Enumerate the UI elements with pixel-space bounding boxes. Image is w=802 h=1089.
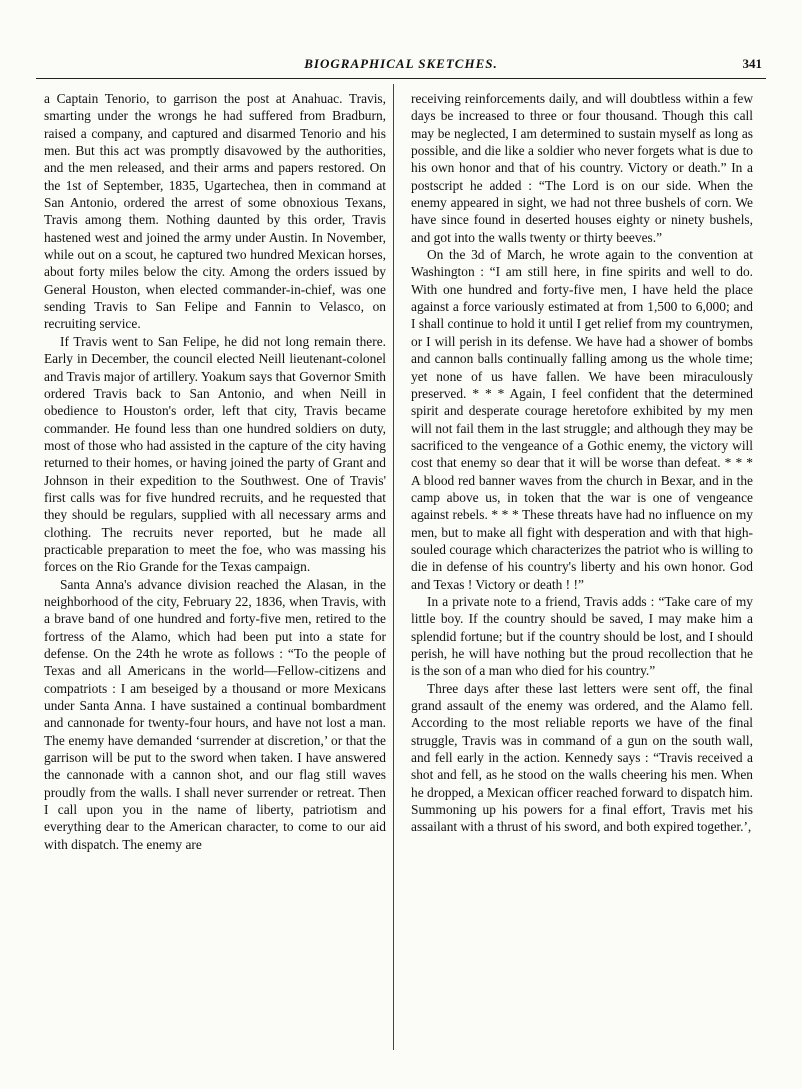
paragraph: In a private note to a friend, Travis adds : “Take care of my little boy. If the country should be saved, I may make him a splendid fortune; but if the country should be lost, and I should perish, he will have nothing but the proud recollection that he is the son of a man who died for his country.”: [411, 593, 753, 679]
paragraph: Three days after these last letters were sent off, the final grand assault of the enemy was ordered, and the Alamo fell. According to the most reliable reports we have of the final struggle, Travis was in command of a gun on the south wall, and fell early in the action. Kennedy says : “Travis received a shot and fell, as he stood on the walls cheering his men. When he dropped, a Mexican officer reached forward to dispatch him. Summoning up his powers for a final effort, Travis met his assailant with a thrust of his sword, and both expired together.’,: [411, 680, 753, 835]
left-column: [44, 90, 386, 853]
column-divider: [393, 84, 394, 1050]
header-rule: [36, 78, 766, 79]
running-title: BIOGRAPHICAL SKETCHES.: [304, 56, 498, 71]
paragraph: If Travis went to San Felipe, he did not long remain there. Early in December, the council elected Neill lieutenant-colonel and Travis major of artillery. Yoakum says that Governor Smith ordered Travis back to San Antonio, and when Neill in obedience to Houston's order, left that city, Travis became commander. He found less than one hundred soldiers on duty, most of those who had assisted in the capture of the city having returned to their homes, or having joined the party of Grant and Johnson in their expedition to the Southwest. One of Travis' first calls was for five hundred recruits, and he requested that they should be regulars, supplied with all necessary arms and clothing. The recruits never reported, but he made all practicable preparation to meet the foe, who was massing his forces on the Rio Grande for the Texas campaign.: [44, 333, 386, 575]
page-header: [40, 56, 762, 74]
paragraph: Santa Anna's advance division reached the Alasan, in the neighborhood of the city, February 22, 1836, when Travis, with a brave band of one hundred and forty-five men, retired to the fortress of the Alamo, which had been put into a state for defense. On the 24th he wrote as follows : “To the people of Texas and all Americans in the world—Fellow-citizens and compatriots : I am beseiged by a thousand or more Mexicans under Santa Anna. I have sustained a continual bombardment and cannonade for twenty-four hours, and have not lost a man. The enemy have demanded ‘surrender at discretion,’ or that the garrison will be put to the sword when taken. I have answered the cannonade with a cannon shot, and our flag still waves proudly from the walls. I shall never surrender or retreat. Then I call upon you in the name of liberty, patriotism and everything dear to the American character, to come to our aid with dispatch. The enemy are: [44, 576, 386, 852]
paragraph: a Captain Tenorio, to garrison the post at Anahuac. Travis, smarting under the wrongs he had suffered from Bradburn, raised a company, and captured and disarmed Tenorio and his men. But this act was promptly disavowed by the authorities, and the men released, and their arms and papers restored. On the 1st of September, 1835, Ugartechea, then in command at San Antonio, ordered the arrest of some obnoxious Texans, Travis among them. Nothing daunted by this order, Travis hastened west and joined the army under Austin. In November, while out on a scout, he captured two hundred Mexican horses, about forty miles below the city. Among the orders issued by General Houston, when elected commander-in-chief, was one sending Travis to San Felipe and Fannin to Velasco, on recruiting service.: [44, 91, 386, 332]
paragraph: receiving reinforcements daily, and will doubtless within a few days be increased to three or four thousand. Though this call may be neglected, I am determined to sustain myself as long as possible, and die like a soldier who never forgets what is due to his own honor and that of his country. Victory or death.” In a postscript he added : “The Lord is on our side. When the enemy appeared in sight, we had not three bushels of corn. We have since found in deserted houses eighty or ninety bushels, and got into the walls twenty or thirty beeves.”: [411, 91, 753, 245]
paragraph: On the 3d of March, he wrote again to the convention at Washington : “I am still here, in fine spirits and well to do. With one hundred and forty-five men, I have held the place against a force variously estimated at from 1,500 to 6,000; and I shall continue to hold it until I get relief from my countrymen, or I will perish in its defense. We have had a shower of bombs and cannon balls continually falling among us the whole time; yet none of us have fallen. We have been miraculously preserved. * * * Again, I feel confident that the determined spirit and desperate courage heretofore exhibited by my men will not fail them in the last struggle; and although they may be sacrificed to the vengeance of a Gothic enemy, the victory will cost that enemy so dear that it will be worse than defeat. * * * A blood red banner waves from the church in Bexar, and in the camp above us, in token that the war is one of vengeance against rebels. * * * These threats have had no influence on my men, but to make all fight with desperation and with that high-souled courage which characterizes the patriot who is willing to die in defense of his country's liberty and his own honor. God and Texas ! Victory or death ! !”: [411, 247, 753, 592]
right-column: [411, 90, 753, 836]
page-number: 341: [742, 56, 762, 71]
